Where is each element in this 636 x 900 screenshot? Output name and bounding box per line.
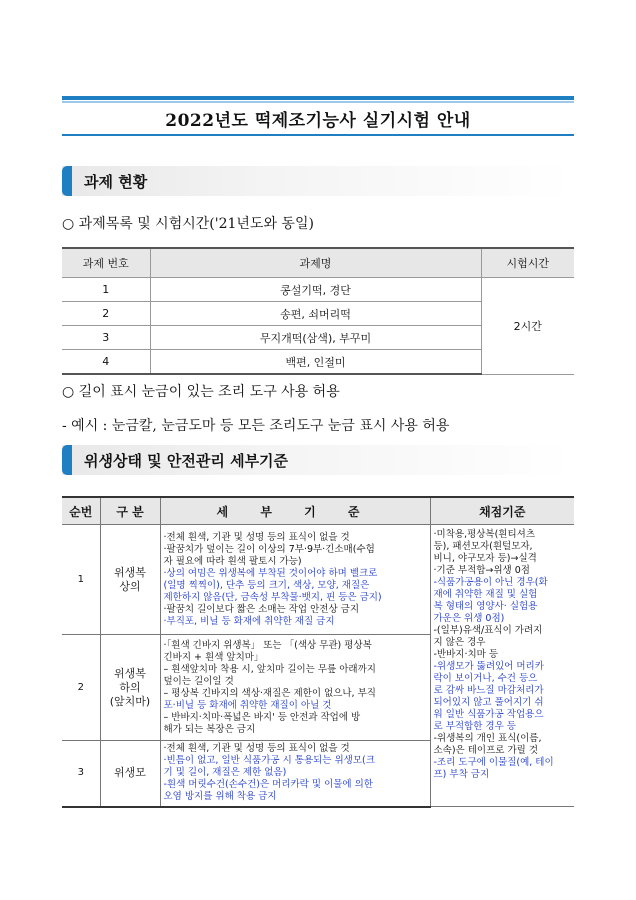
section-heading-text: 위생상태 및 안전관리 세부기준	[84, 452, 289, 470]
header-no: 순번	[62, 497, 100, 525]
measuring-tool-note: ○ 길이 표시 눈금이 있는 조리 도구 사용 허용	[62, 384, 340, 400]
hygiene-criteria-table	[62, 496, 574, 808]
page-title: 2022년도 떡제조기능사 실기시험 안내	[165, 111, 471, 131]
section-tab-marker	[62, 445, 72, 475]
task-no: 2	[62, 302, 150, 326]
table-row	[62, 525, 574, 635]
hygiene-table-header	[62, 497, 574, 525]
row-category: 위생모	[100, 741, 160, 807]
header-scoring: 채점기준	[430, 497, 574, 525]
scoring-criteria-list: ·미착용,평상복(흰티셔츠 등), 패션모자(흰털모자, 비니, 야구모자 등)→실격 ·기준 부적합→위생 0점 -식품가공용이 아닌 경우(화 재에 취약한 재질 및 실험 복 형태의 영양사· 실험용 가운은 위생 0점) -(일부)유색/표식이 가려지 지 않은 경우 -반바지·치마 등 -위생모가 뚫려있어 머리카 락이 보이거나, 수건 등으 로 감싸 바느질 마감처리가 되어있지 않고 풀어지기 쉬 워 일반 식품가공 작업용으 로 부적합한 경우 등 -위생복의 개인 표식(이름, 소속)은 테이프로 가릴 것 -조리 도구에 이물질(예, 테이 프) 부착 금지	[430, 525, 574, 807]
task-name: 무지개떡(삼색), 부꾸미	[150, 326, 481, 350]
section-tab-marker	[62, 166, 72, 196]
exam-time: 2시간	[481, 278, 574, 375]
row-detail-list: ·「흰색 긴바지 위생복」 또는 「(색상 무관) 평상복 긴바지 + 흰색 앞치마」 – 흰색앞치마 착용 시, 앞치마 길이는 무릎 아래까지 덮이는 길이일 것 – 평상복 긴바지의 색상·재질은 제한이 없으나, 부직 포·비닐 등 화재에 취약한 재질이 아닐 것 – 반바지·치마·폭넓은 바지' 등 안전과 작업에 방 해가 되는 복장은 금지	[160, 635, 430, 741]
row-no: 2	[62, 635, 100, 741]
table-row	[62, 278, 574, 302]
row-detail-list: ·전체 흰색, 기관 및 성명 등의 표식이 없을 것 ·팔꿈치가 덮이는 길이 이상의 7부·9부·긴소매(수험 자 필요에 따라 흰색 팔토시 가능) ·상의 여밈은 위생복에 부착된 것이어야 하며 벨크로 (일명 찍찍이), 단추 등의 크기, 색상, 모양, 재질은 제한하지 않음(단, 금속성 부착물·뱃지, 핀 등은 금지) ·팔꿈치 길이보다 짧은 소매는 작업 안전상 금지 ·부직포, 비닐 등 화재에 취약한 재질 금지	[160, 525, 430, 635]
task-no: 1	[62, 278, 150, 302]
row-no: 1	[62, 525, 100, 635]
section-heading-tasks	[62, 166, 574, 196]
header-category: 구 분	[100, 497, 160, 525]
task-table	[62, 247, 574, 375]
task-name: 콩설기떡, 경단	[150, 278, 481, 302]
title-top-rule-light	[62, 101, 574, 103]
row-detail-list: ·전체 흰색, 기관 및 성명 등의 표식이 없을 것 ·빈틈이 없고, 일반 식품가공 시 통용되는 위생모(크 기 및 길이, 재질은 제한 없음) -흰색 머릿수건(손수건)은 머리카락 및 이물에 의한 오염 방지를 위해 착용 금지	[160, 741, 430, 807]
section-heading-hygiene	[62, 445, 574, 475]
task-no: 3	[62, 326, 150, 350]
row-no: 3	[62, 741, 100, 807]
task-name: 송편, 쇠머리떡	[150, 302, 481, 326]
section-heading-text: 과제 현황	[84, 173, 148, 191]
title-bottom-rule	[62, 134, 574, 136]
row-category: 위생복 하의 (앞치마)	[100, 635, 160, 741]
header-task-no: 과제 번호	[62, 248, 150, 278]
task-list-subtitle: ○ 과제목록 및 시험시간('21년도와 동일)	[62, 216, 314, 232]
title-banner	[62, 96, 574, 136]
task-no: 4	[62, 350, 150, 375]
row-category: 위생복 상의	[100, 525, 160, 635]
task-name: 백편, 인절미	[150, 350, 481, 375]
task-table-header	[62, 248, 574, 278]
measuring-tool-example: - 예시 : 눈금칼, 눈금도마 등 모든 조리도구 눈금 표시 사용 허용	[62, 418, 450, 434]
header-exam-time: 시험시간	[481, 248, 574, 278]
header-task-name: 과제명	[150, 248, 481, 278]
title-top-rule	[62, 96, 574, 100]
header-detail: 세 부 기 준	[160, 497, 430, 525]
